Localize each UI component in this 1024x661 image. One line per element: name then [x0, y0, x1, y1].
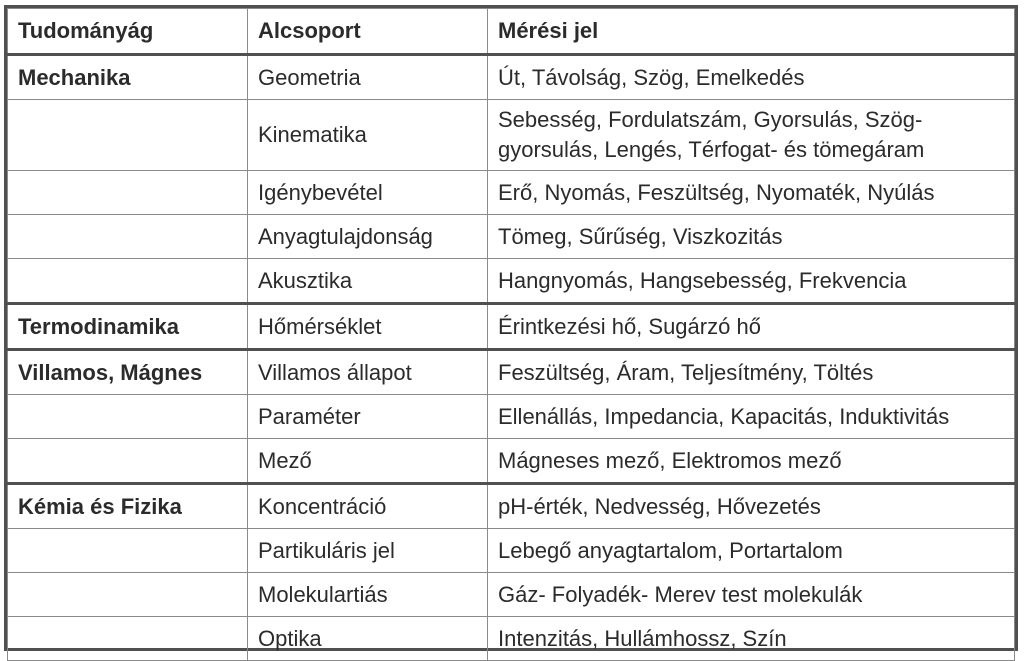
table-row: [8, 395, 1015, 439]
subgroup-cell: Koncentráció: [248, 484, 488, 529]
domain-cell: [8, 395, 248, 439]
domain-cell: [8, 259, 248, 304]
table-row: [8, 171, 1015, 215]
table-row: [8, 215, 1015, 259]
subgroup-cell: Geometria: [248, 55, 488, 100]
table-row: [8, 100, 1015, 171]
header-domain: Tudományág: [8, 9, 248, 55]
domain-cell: [8, 617, 248, 661]
domain-cell: [8, 100, 248, 171]
domain-cell: [8, 439, 248, 484]
subgroup-cell: Partikuláris jel: [248, 529, 488, 573]
table-row: [8, 350, 1015, 395]
subgroup-cell: Paraméter: [248, 395, 488, 439]
subgroup-cell: Kinematika: [248, 100, 488, 171]
signal-cell: Mágneses mező, Elektromos mező: [488, 439, 1015, 484]
subgroup-cell: Molekulartiás: [248, 573, 488, 617]
domain-cell: [8, 573, 248, 617]
domain-cell: [8, 529, 248, 573]
domain-cell: Kémia és Fizika: [8, 484, 248, 529]
table-row: [8, 304, 1015, 350]
signal-cell: Intenzitás, Hullámhossz, Szín: [488, 617, 1015, 661]
domain-cell: [8, 215, 248, 259]
subgroup-cell: Akusztika: [248, 259, 488, 304]
signal-cell: Gáz- Folyadék- Merev test molekulák: [488, 573, 1015, 617]
domain-cell: Mechanika: [8, 55, 248, 100]
signal-cell: Út, Távolság, Szög, Emelkedés: [488, 55, 1015, 100]
subgroup-cell: Mező: [248, 439, 488, 484]
signal-cell: pH-érték, Nedvesség, Hővezetés: [488, 484, 1015, 529]
signal-cell: Hangnyomás, Hangsebesség, Frekvencia: [488, 259, 1015, 304]
signal-cell: Ellenállás, Impedancia, Kapacitás, Induktivitás: [488, 395, 1015, 439]
subgroup-cell: Anyagtulajdonság: [248, 215, 488, 259]
table-row: [8, 529, 1015, 573]
subgroup-cell: Optika: [248, 617, 488, 661]
measurement-table-frame: [4, 5, 1018, 651]
table-row: [8, 484, 1015, 529]
signal-cell: Lebegő anyagtartalom, Portartalom: [488, 529, 1015, 573]
domain-cell: [8, 171, 248, 215]
table-row: [8, 573, 1015, 617]
signal-cell: Érintkezési hő, Sugárzó hő: [488, 304, 1015, 350]
table-row: [8, 55, 1015, 100]
header-subgroup: Alcsoport: [248, 9, 488, 55]
domain-cell: Termodinamika: [8, 304, 248, 350]
signal-cell: Feszültség, Áram, Teljesítmény, Töltés: [488, 350, 1015, 395]
signal-cell: Erő, Nyomás, Feszültség, Nyomaték, Nyúlás: [488, 171, 1015, 215]
signal-cell: Tömeg, Sűrűség, Viszkozitás: [488, 215, 1015, 259]
domain-cell: Villamos, Mágnes: [8, 350, 248, 395]
table-row: [8, 617, 1015, 661]
subgroup-cell: Igénybevétel: [248, 171, 488, 215]
header-signal: Mérési jel: [488, 9, 1015, 55]
header-row: [8, 9, 1015, 55]
subgroup-cell: Hőmérséklet: [248, 304, 488, 350]
signal-cell: Sebesség, Fordulatszám, Gyorsulás, Szög-gyorsulás, Lengés, Térfogat- és tömegáram: [488, 100, 1015, 171]
subgroup-cell: Villamos állapot: [248, 350, 488, 395]
measurement-table: [7, 8, 1015, 661]
table-row: [8, 259, 1015, 304]
table-row: [8, 439, 1015, 484]
